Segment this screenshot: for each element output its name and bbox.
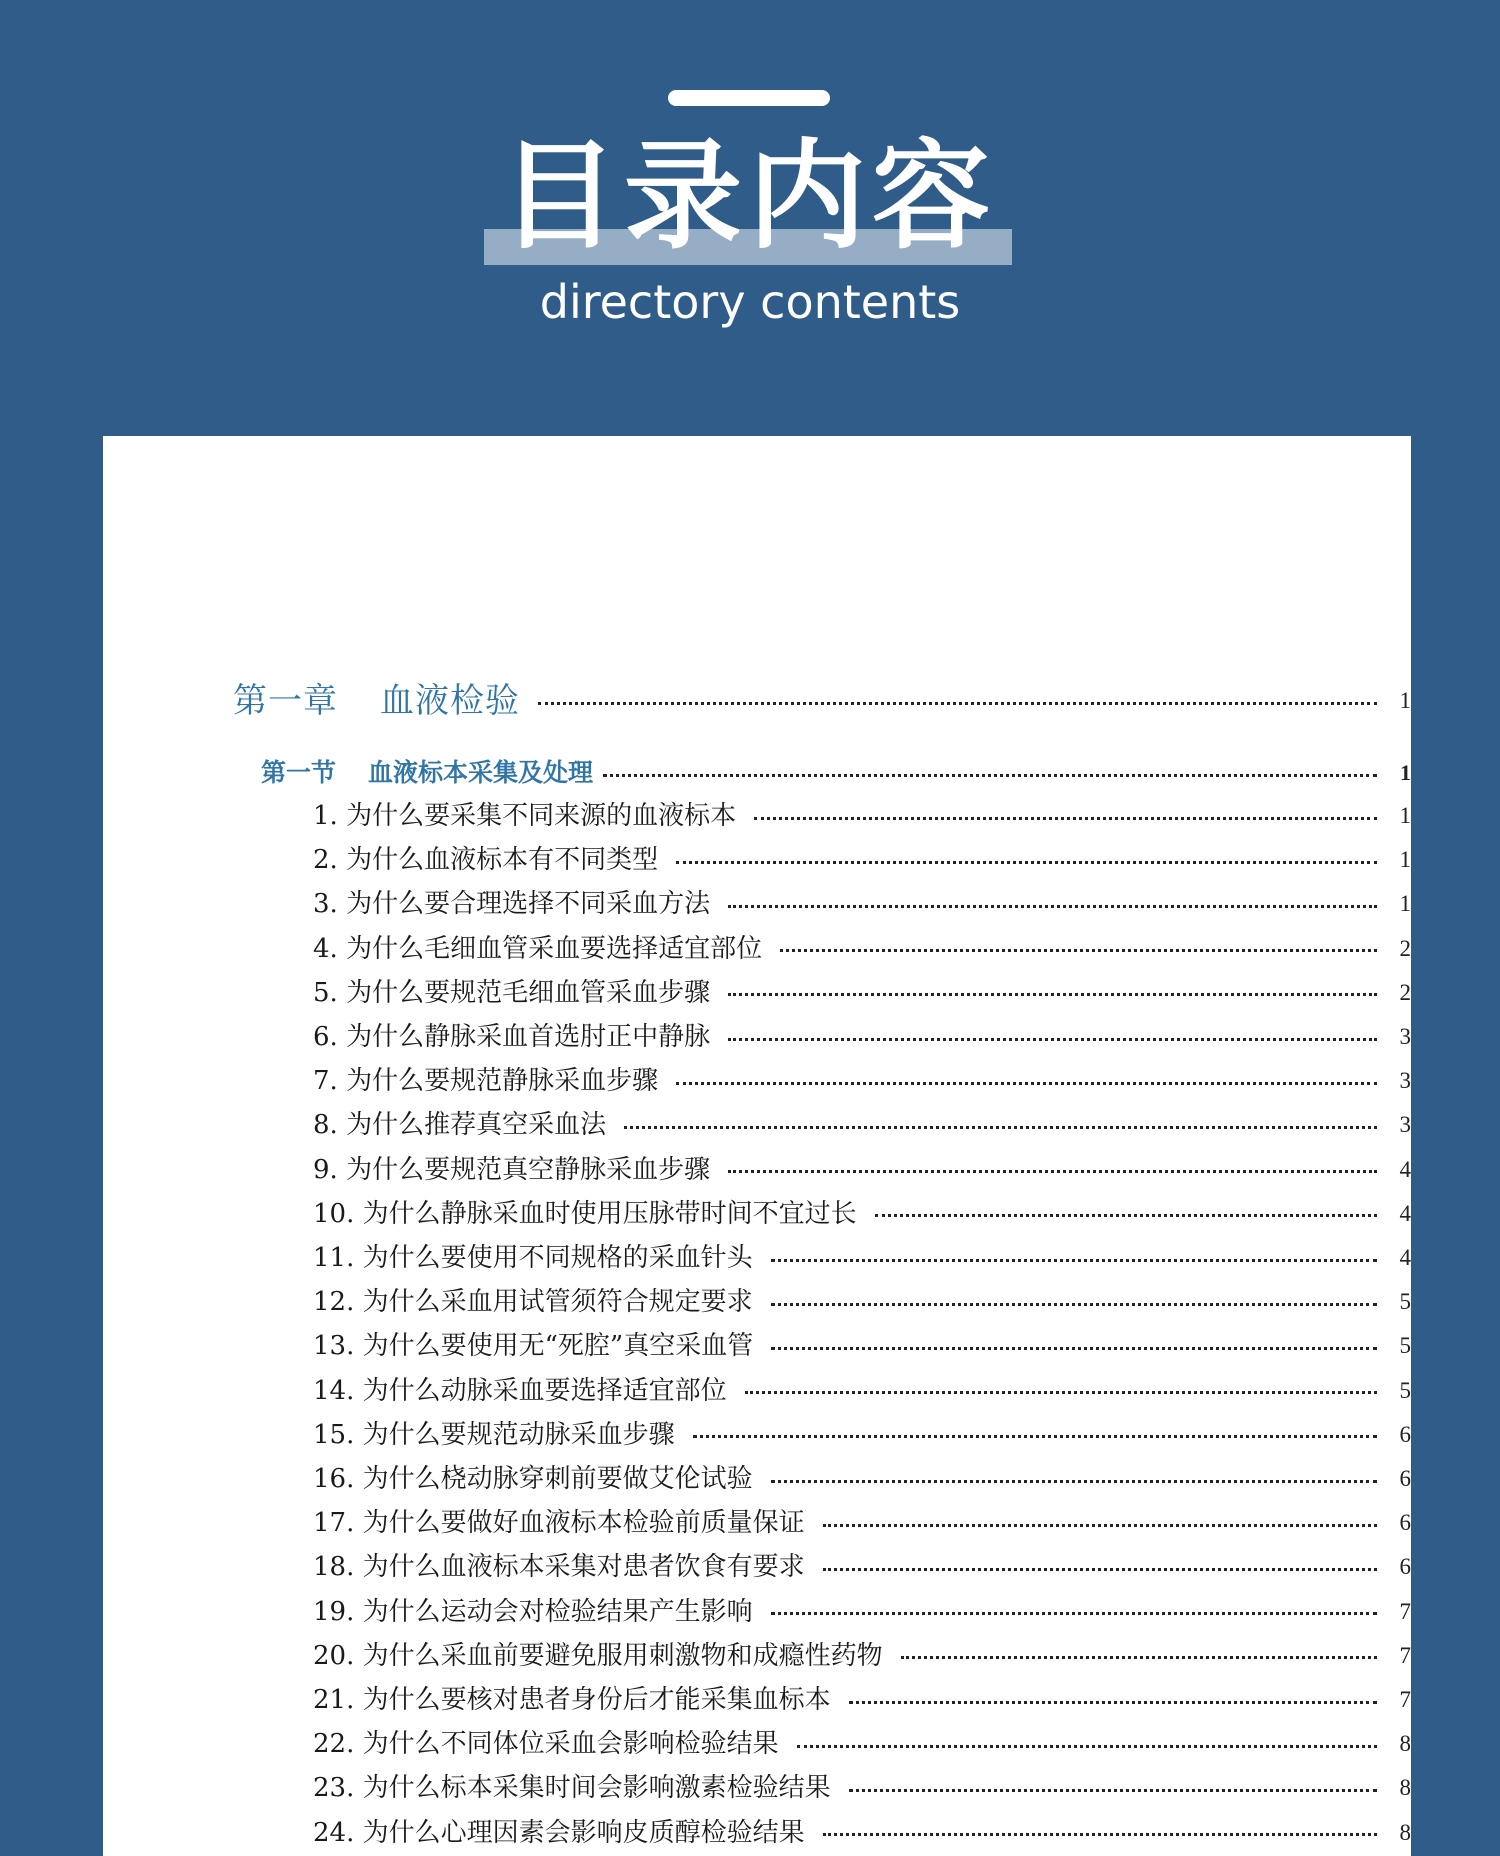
dot-leader [797, 1745, 1377, 1748]
list-item [103, 1241, 1411, 1275]
page-number: 1 [1400, 760, 1411, 785]
list-item [103, 1418, 1411, 1452]
list-item [103, 1683, 1411, 1717]
section-row [103, 756, 1411, 790]
question-text: 23. 为什么标本采集时间会影响激素检验结果 [313, 1773, 831, 1804]
list-item [103, 1108, 1411, 1142]
page-number: 7 [1399, 1642, 1411, 1668]
decorative-bar [668, 90, 830, 106]
question-text: 18. 为什么血液标本采集对患者饮食有要求 [313, 1552, 805, 1583]
page-number: 6 [1399, 1554, 1411, 1580]
page-number: 2 [1399, 979, 1411, 1005]
section-title: 血液标本采集及处理 [368, 758, 594, 787]
dot-leader [676, 861, 1377, 864]
question-text: 22. 为什么不同体位采血会影响检验结果 [313, 1729, 779, 1760]
question-text: 12. 为什么采血用试管须符合规定要求 [313, 1287, 753, 1318]
list-item [103, 976, 1411, 1010]
page-number: 7 [1399, 1598, 1411, 1624]
chapter-title: 血液检验 [380, 681, 520, 721]
list-item [103, 1285, 1411, 1319]
list-item [103, 1462, 1411, 1496]
question-text: 21. 为什么要核对患者身份后才能采集血标本 [313, 1685, 831, 1715]
question-text: 13. 为什么要使用无“死腔”真空采血管 [313, 1331, 754, 1362]
list-item [103, 799, 1411, 833]
dot-leader [603, 774, 1377, 777]
question-text: 10. 为什么静脉采血时使用压脉带时间不宜过长 [313, 1198, 857, 1229]
dot-leader [849, 1789, 1377, 1792]
toc-page [103, 436, 1411, 1856]
section-label [261, 756, 593, 790]
page-number: 8 [1399, 1819, 1411, 1845]
list-item [103, 1506, 1411, 1540]
dot-leader [771, 1259, 1377, 1262]
list-item [103, 1020, 1411, 1054]
question-text: 4. 为什么毛细血管采血要选择适宜部位 [313, 933, 763, 964]
list-item [103, 887, 1411, 921]
page-number: 1 [1399, 847, 1411, 873]
list-item [103, 1639, 1411, 1673]
dot-leader [745, 1391, 1377, 1394]
list-item [103, 1550, 1411, 1584]
list-item [103, 932, 1411, 966]
list-item [103, 1197, 1411, 1231]
page-number: 5 [1399, 1289, 1411, 1315]
section-number: 第一节 [261, 758, 337, 787]
page-number: 5 [1399, 1333, 1411, 1359]
page-subtitle: directory contents [539, 275, 961, 329]
list-item [103, 1727, 1411, 1761]
dot-leader [875, 1214, 1377, 1217]
page-number: 6 [1399, 1421, 1411, 1447]
list-item [103, 1374, 1411, 1408]
page-number: 2 [1399, 935, 1411, 961]
page-number: 3 [1399, 1068, 1411, 1094]
dot-leader [728, 905, 1377, 908]
page-number: 3 [1399, 1024, 1411, 1049]
page-number: 4 [1399, 1245, 1411, 1270]
dot-leader [771, 1303, 1377, 1306]
list-item [103, 1329, 1411, 1363]
list-item [103, 1771, 1411, 1805]
dot-leader [771, 1480, 1377, 1483]
header-banner [0, 0, 1500, 436]
page-number: 1 [1399, 891, 1411, 917]
dot-leader [693, 1435, 1377, 1438]
page-number: 3 [1399, 1112, 1411, 1138]
question-text: 8. 为什么推荐真空采血法 [313, 1110, 607, 1141]
page-number: 4 [1399, 1200, 1411, 1226]
dot-leader [728, 1170, 1377, 1173]
dot-leader [728, 1038, 1377, 1041]
dot-leader [901, 1656, 1377, 1659]
question-text: 17. 为什么要做好血液标本检验前质量保证 [313, 1508, 805, 1539]
page-number: 6 [1399, 1466, 1411, 1491]
table-of-contents [103, 436, 1411, 1856]
dot-leader [728, 993, 1377, 996]
chapter-label [233, 681, 520, 721]
page-title: 目录内容 [499, 127, 996, 265]
page-number: 7 [1399, 1687, 1411, 1712]
question-text: 14. 为什么动脉采血要选择适宜部位 [313, 1375, 727, 1406]
question-text: 1. 为什么要采集不同来源的血液标本 [313, 801, 737, 831]
chapter-row [103, 681, 1411, 721]
page-number: 1 [1399, 803, 1411, 828]
dot-leader [849, 1701, 1377, 1704]
page-number: 8 [1399, 1731, 1411, 1757]
question-text: 9. 为什么要规范真空静脉采血步骤 [313, 1154, 711, 1185]
question-text: 19. 为什么运动会对检验结果产生影响 [313, 1596, 753, 1627]
question-text: 16. 为什么桡动脉穿刺前要做艾伦试验 [313, 1464, 753, 1494]
question-text: 3. 为什么要合理选择不同采血方法 [313, 889, 711, 920]
page-number: 4 [1399, 1156, 1411, 1182]
page-number: 8 [1399, 1775, 1411, 1801]
list-item [103, 1816, 1411, 1850]
question-text: 7. 为什么要规范静脉采血步骤 [313, 1066, 659, 1097]
dot-leader [823, 1568, 1377, 1571]
page-number: 6 [1399, 1510, 1411, 1536]
list-item [103, 1064, 1411, 1098]
dot-leader [771, 1347, 1377, 1350]
page-number: 5 [1399, 1377, 1411, 1403]
list-item [103, 1153, 1411, 1187]
question-text: 11. 为什么要使用不同规格的采血针头 [313, 1243, 753, 1273]
dot-leader [771, 1612, 1377, 1615]
question-text: 5. 为什么要规范毛细血管采血步骤 [313, 977, 711, 1008]
chapter-number: 第一章 [233, 681, 338, 721]
question-text: 24. 为什么心理因素会影响皮质醇检验结果 [313, 1817, 805, 1848]
page-number: 1 [1399, 688, 1411, 713]
list-item [103, 843, 1411, 877]
dot-leader [624, 1126, 1377, 1129]
question-text: 20. 为什么采血前要避免服用刺激物和成瘾性药物 [313, 1640, 883, 1671]
question-text: 15. 为什么要规范动脉采血步骤 [313, 1419, 675, 1450]
list-item [103, 1595, 1411, 1629]
dot-leader [823, 1833, 1377, 1836]
question-text: 2. 为什么血液标本有不同类型 [313, 845, 659, 876]
dot-leader [780, 949, 1377, 952]
question-text: 6. 为什么静脉采血首选肘正中静脉 [313, 1022, 711, 1052]
dot-leader [754, 817, 1377, 820]
dot-leader [676, 1082, 1377, 1085]
dot-leader [823, 1524, 1377, 1527]
dot-leader [538, 702, 1377, 705]
